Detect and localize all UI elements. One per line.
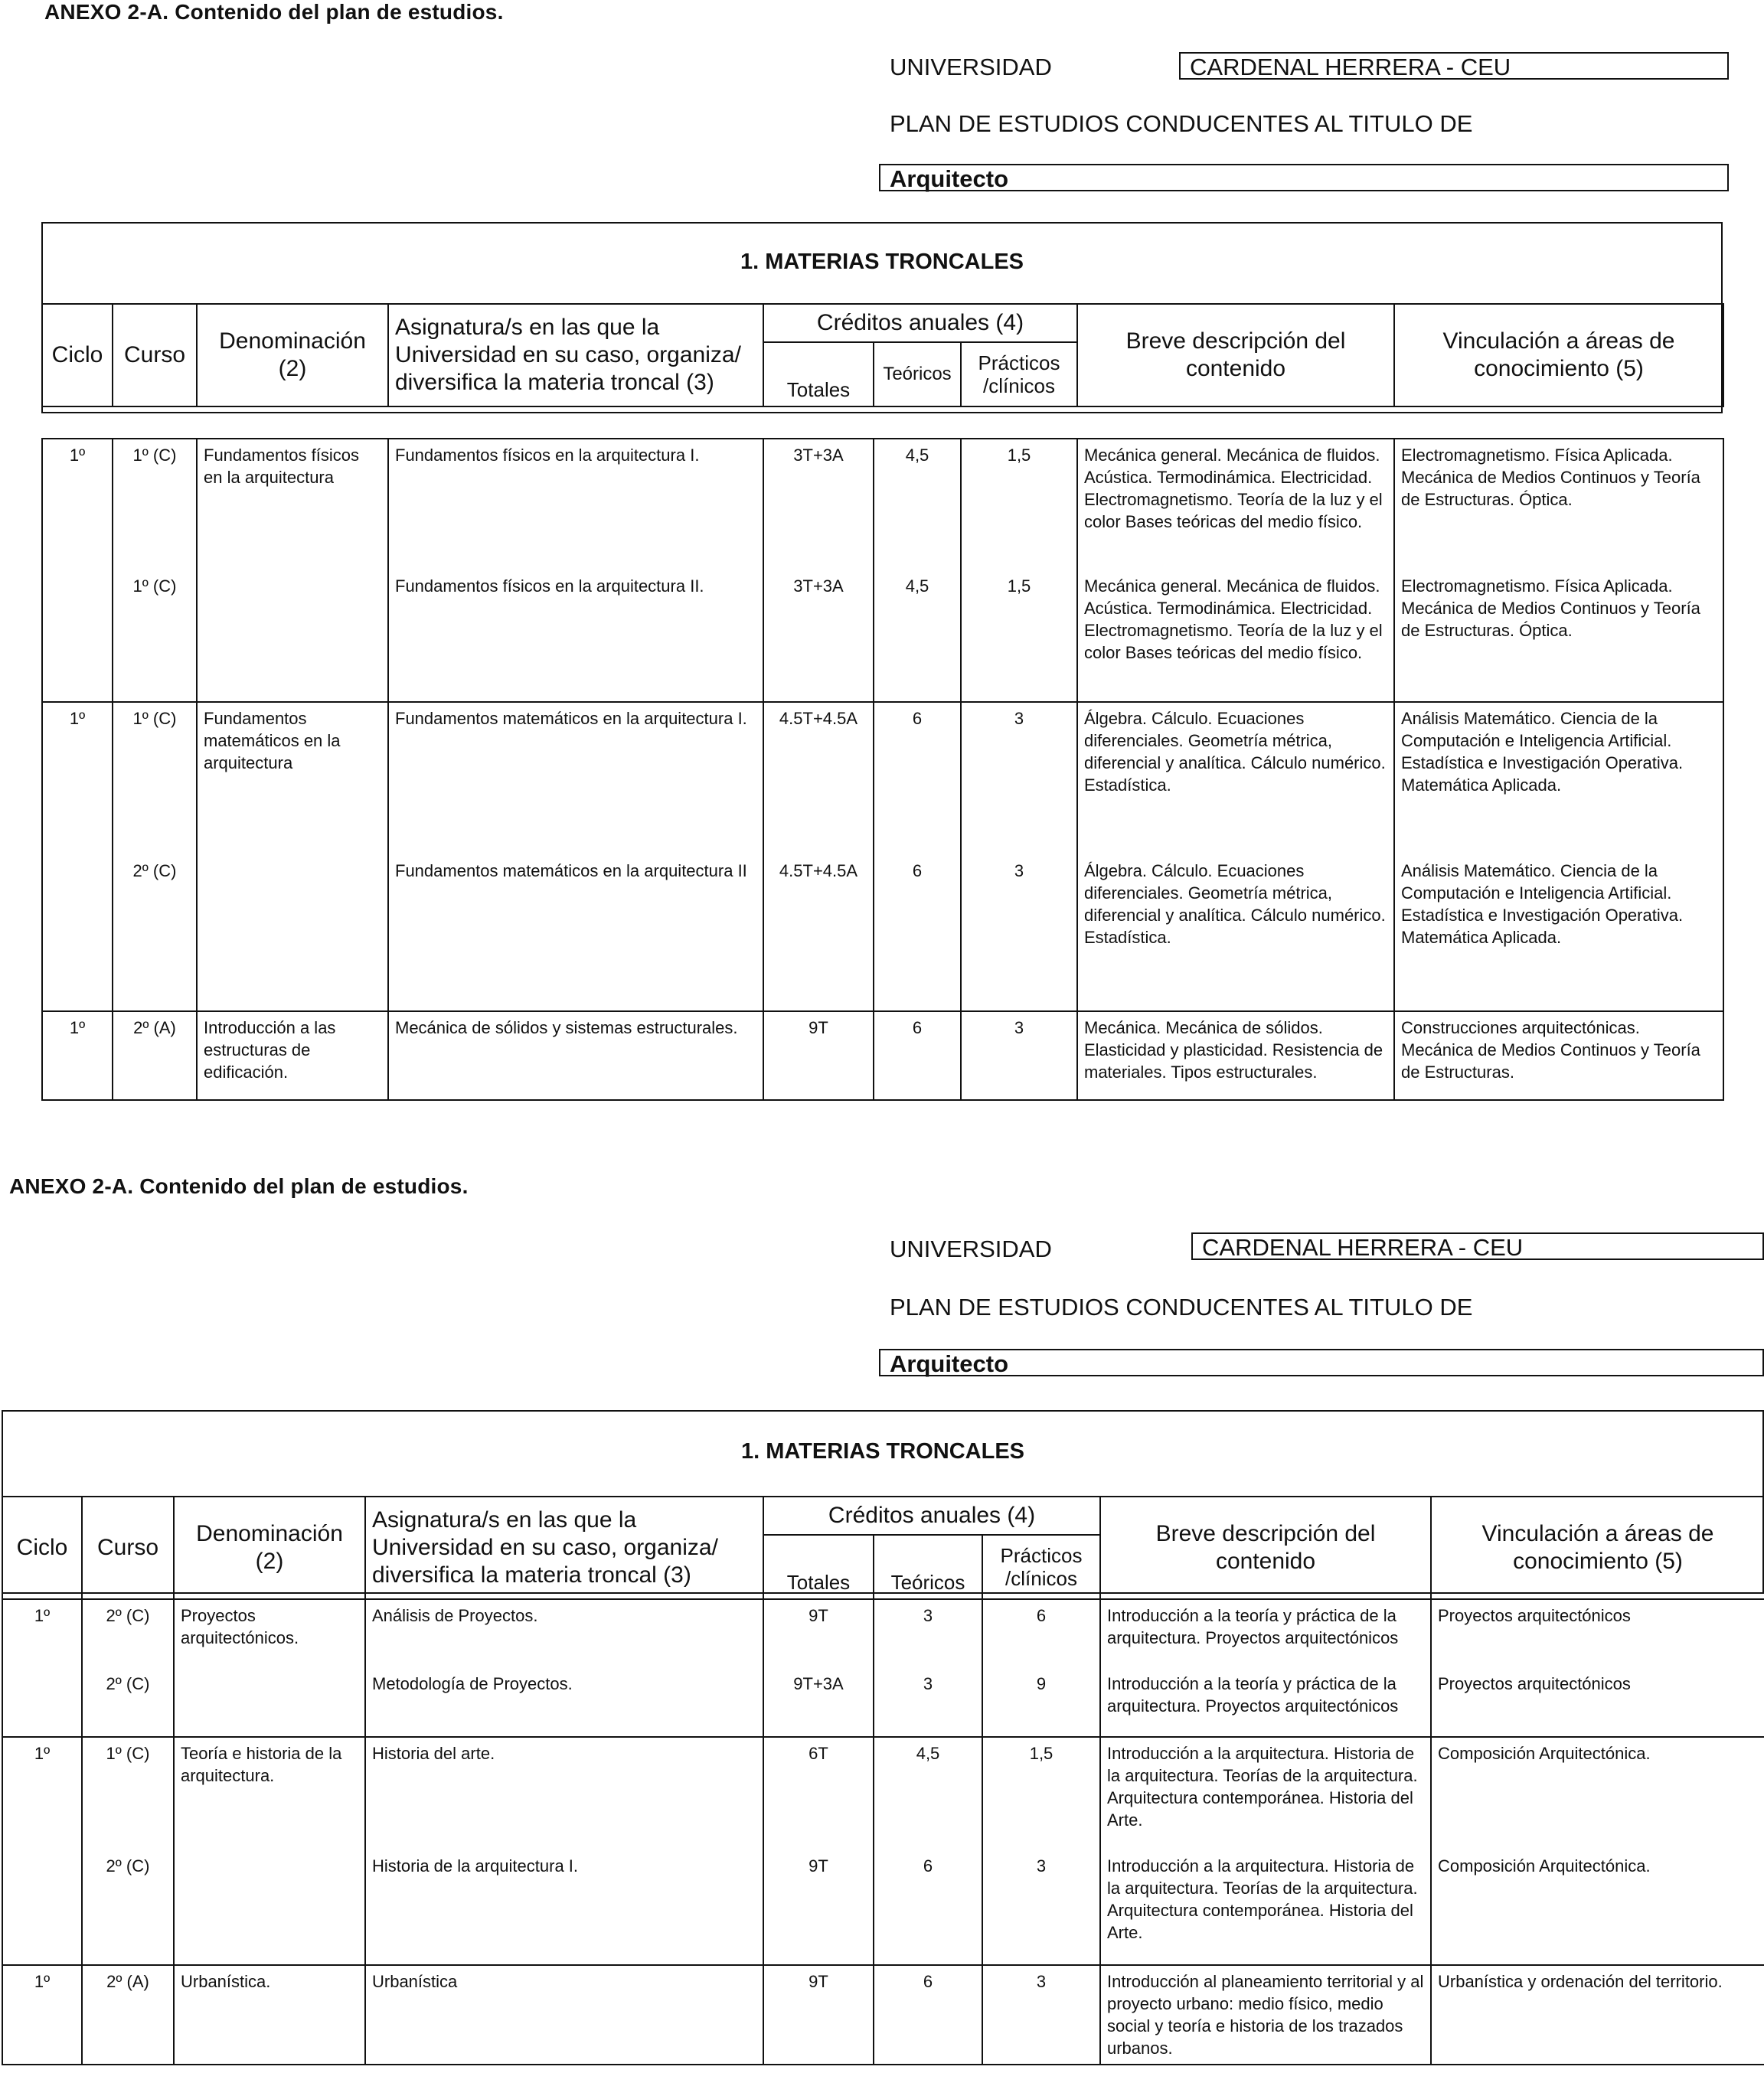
cell-totales: 9T <box>763 1011 874 1100</box>
table-row <box>2 1668 1764 1737</box>
cell-teoricos: 3 <box>874 1668 982 1737</box>
cell-asignatura: Historia del arte. <box>365 1737 763 1850</box>
col-creditos: Créditos anuales (4) <box>763 1497 1100 1535</box>
cell-totales: 3T+3A <box>763 439 874 570</box>
cell-totales: 4.5T+4.5A <box>763 702 874 855</box>
cell-practicos: 3 <box>961 855 1077 1011</box>
col-totales: Totales <box>763 1535 874 1599</box>
section-title: 1. MATERIAS TRONCALES <box>740 250 1024 274</box>
table-row <box>2 1599 1764 1668</box>
table-row <box>42 439 1723 570</box>
col-denominacion: Denominación (2) <box>174 1497 365 1599</box>
university-label: UNIVERSIDAD <box>890 54 1052 80</box>
cell-practicos: 3 <box>961 702 1077 855</box>
col-curso: Curso <box>82 1497 174 1599</box>
cell-descripcion: Introducción al planeamiento territorial y al proyecto urbano: medio físico, medio social y teoría e historia de los trazados urbanos. <box>1100 1965 1431 2065</box>
degree-value: Arquitecto <box>879 1349 1764 1376</box>
cell-curso: 2º (C) <box>82 1599 174 1668</box>
col-ciclo: Ciclo <box>42 304 113 406</box>
cell-curso: 2º (A) <box>82 1965 174 2065</box>
cell-descripcion: Álgebra. Cálculo. Ecuaciones diferenciales. Geometría métrica, diferencial y analítica. Cálculo numérico. Estadística. <box>1077 702 1394 855</box>
cell-descripcion: Mecánica. Mecánica de sólidos. Elasticidad y plasticidad. Resistencia de materiales. Tipos estructurales. <box>1077 1011 1394 1100</box>
cell-practicos: 1,5 <box>961 570 1077 702</box>
cell-practicos: 3 <box>961 1011 1077 1100</box>
cell-descripcion: Introducción a la teoría y práctica de la arquitectura. Proyectos arquitectónicos <box>1100 1599 1431 1668</box>
cell-ciclo: 1º <box>2 1965 82 2065</box>
cell-vinculacion: Análisis Matemático. Ciencia de la Computación e Inteligencia Artificial. Estadística e Investigación Operativa. Matemática Aplicada. <box>1394 855 1723 1011</box>
cell-descripcion: Álgebra. Cálculo. Ecuaciones diferenciales. Geometría métrica, diferencial y analítica. Cálculo numérico. Estadística. <box>1077 855 1394 1011</box>
cell-asignatura: Fundamentos matemáticos en la arquitectura II <box>388 855 763 1011</box>
col-descripcion: Breve descripción del contenido <box>1100 1497 1431 1599</box>
cell-totales: 4.5T+4.5A <box>763 855 874 1011</box>
cell-asignatura: Mecánica de sólidos y sistemas estructurales. <box>388 1011 763 1100</box>
cell-vinculacion: Proyectos arquitectónicos <box>1431 1599 1764 1668</box>
table-row <box>2 1850 1764 1965</box>
cell-asignatura: Fundamentos físicos en la arquitectura I. <box>388 439 763 570</box>
subjects-table-2 <box>2 1496 1764 2065</box>
cell-vinculacion: Composición Arquitectónica. <box>1431 1850 1764 1965</box>
cell-vinculacion: Electromagnetismo. Física Aplicada. Mecánica de Medios Continuos y Teoría de Estructuras. Óptica. <box>1394 570 1723 702</box>
cell-denominacion <box>197 570 388 702</box>
col-practicos: Prácticos /clínicos <box>982 1535 1100 1599</box>
cell-ciclo: 1º <box>42 702 113 855</box>
cell-vinculacion: Electromagnetismo. Física Aplicada. Mecánica de Medios Continuos y Teoría de Estructuras. Óptica. <box>1394 439 1723 570</box>
cell-asignatura: Metodología de Proyectos. <box>365 1668 763 1737</box>
cell-vinculacion: Análisis Matemático. Ciencia de la Computación e Inteligencia Artificial. Estadística e Investigación Operativa. Matemática Aplicada. <box>1394 702 1723 855</box>
cell-asignatura: Urbanística <box>365 1965 763 2065</box>
cell-descripcion: Mecánica general. Mecánica de fluidos. Acústica. Termodinámica. Electricidad. Electromagnetismo. Teoría de la luz y el color Bases teóricas del medio físico. <box>1077 570 1394 702</box>
cell-practicos: 3 <box>982 1850 1100 1965</box>
table-row <box>42 855 1723 1011</box>
cell-totales: 9T <box>763 1850 874 1965</box>
cell-ciclo: 1º <box>42 439 113 570</box>
cell-ciclo: 1º <box>2 1737 82 1850</box>
cell-curso: 2º (C) <box>113 855 197 1011</box>
cell-denominacion: Proyectos arquitectónicos. <box>174 1599 365 1668</box>
cell-ciclo <box>2 1668 82 1737</box>
cell-curso: 1º (C) <box>113 439 197 570</box>
cell-practicos: 9 <box>982 1668 1100 1737</box>
col-teoricos: Teóricos <box>874 1535 982 1599</box>
cell-asignatura: Fundamentos matemáticos en la arquitectura I. <box>388 702 763 855</box>
col-descripcion: Breve descripción del contenido <box>1077 304 1394 406</box>
col-denominacion: Denominación (2) <box>197 304 388 406</box>
cell-denominacion: Fundamentos matemáticos en la arquitectura <box>197 702 388 855</box>
cell-vinculacion: Urbanística y ordenación del territorio. <box>1431 1965 1764 2065</box>
cell-teoricos: 6 <box>874 1850 982 1965</box>
cell-denominacion: Teoría e historia de la arquitectura. <box>174 1737 365 1850</box>
degree-value: Arquitecto <box>879 164 1729 191</box>
cell-curso: 2º (C) <box>82 1850 174 1965</box>
cell-vinculacion: Composición Arquitectónica. <box>1431 1737 1764 1850</box>
plan-label: PLAN DE ESTUDIOS CONDUCENTES AL TITULO DE <box>890 110 1473 137</box>
cell-totales: 3T+3A <box>763 570 874 702</box>
col-teoricos: Teóricos <box>874 342 961 406</box>
cell-curso: 2º (C) <box>82 1668 174 1737</box>
cell-teoricos: 4,5 <box>874 570 961 702</box>
col-curso: Curso <box>113 304 197 406</box>
cell-totales: 6T <box>763 1737 874 1850</box>
col-practicos: Prácticos /clínicos <box>961 342 1077 406</box>
university-label: UNIVERSIDAD <box>890 1236 1052 1262</box>
column-header-table <box>41 303 1724 407</box>
plan-label: PLAN DE ESTUDIOS CONDUCENTES AL TITULO DE <box>890 1294 1473 1321</box>
cell-vinculacion: Proyectos arquitectónicos <box>1431 1668 1764 1737</box>
cell-descripcion: Introducción a la arquitectura. Historia de la arquitectura. Teorías de la arquitectura. Arquitectura contemporánea. Historia del Arte. <box>1100 1737 1431 1850</box>
cell-ciclo: 1º <box>42 1011 113 1100</box>
cell-curso: 1º (C) <box>113 702 197 855</box>
col-asignatura: Asignatura/s en las que la Universidad en su caso, organiza/ diversifica la materia troncal (3) <box>365 1497 763 1599</box>
table-row <box>42 570 1723 702</box>
cell-teoricos: 4,5 <box>874 439 961 570</box>
cell-curso: 2º (A) <box>113 1011 197 1100</box>
cell-practicos: 3 <box>982 1965 1100 2065</box>
cell-asignatura: Historia de la arquitectura I. <box>365 1850 763 1965</box>
table-row <box>2 1737 1764 1850</box>
col-creditos: Créditos anuales (4) <box>763 304 1077 342</box>
cell-denominacion: Urbanística. <box>174 1965 365 2065</box>
university-value: CARDENAL HERRERA - CEU <box>1191 1232 1764 1260</box>
cell-descripcion: Introducción a la teoría y práctica de la arquitectura. Proyectos arquitectónicos <box>1100 1668 1431 1737</box>
cell-denominacion <box>174 1850 365 1965</box>
cell-ciclo <box>42 855 113 1011</box>
cell-teoricos: 4,5 <box>874 1737 982 1850</box>
cell-descripcion: Mecánica general. Mecánica de fluidos. Acústica. Termodinámica. Electricidad. Electromagnetismo. Teoría de la luz y el color Bases teóricas del medio físico. <box>1077 439 1394 570</box>
cell-teoricos: 6 <box>874 1011 961 1100</box>
cell-descripcion: Introducción a la arquitectura. Historia de la arquitectura. Teorías de la arquitectura. Arquitectura contemporánea. Historia del Arte. <box>1100 1850 1431 1965</box>
cell-ciclo: 1º <box>2 1599 82 1668</box>
table-row <box>2 1965 1764 2065</box>
cell-totales: 9T <box>763 1599 874 1668</box>
university-value: CARDENAL HERRERA - CEU <box>1179 52 1729 80</box>
cell-ciclo <box>2 1850 82 1965</box>
cell-denominacion <box>174 1668 365 1737</box>
cell-totales: 9T <box>763 1965 874 2065</box>
cell-teoricos: 6 <box>874 702 961 855</box>
cell-asignatura: Análisis de Proyectos. <box>365 1599 763 1668</box>
section-title: 1. MATERIAS TRONCALES <box>740 1439 1025 1464</box>
col-vinculacion: Vinculación a áreas de conocimiento (5) <box>1431 1497 1764 1599</box>
cell-asignatura: Fundamentos físicos en la arquitectura II. <box>388 570 763 702</box>
table-row <box>42 702 1723 855</box>
table-row <box>42 1011 1723 1100</box>
cell-curso: 1º (C) <box>82 1737 174 1850</box>
cell-teoricos: 3 <box>874 1599 982 1668</box>
cell-practicos: 1,5 <box>982 1737 1100 1850</box>
cell-practicos: 1,5 <box>961 439 1077 570</box>
col-vinculacion: Vinculación a áreas de conocimiento (5) <box>1394 304 1723 406</box>
cell-denominacion: Fundamentos físicos en la arquitectura <box>197 439 388 570</box>
cell-practicos: 6 <box>982 1599 1100 1668</box>
col-totales: Totales <box>763 342 874 406</box>
subjects-table-1 <box>41 438 1724 1101</box>
cell-denominacion <box>197 855 388 1011</box>
col-ciclo: Ciclo <box>2 1497 82 1599</box>
cell-teoricos: 6 <box>874 855 961 1011</box>
cell-denominacion: Introducción a las estructuras de edificación. <box>197 1011 388 1100</box>
cell-curso: 1º (C) <box>113 570 197 702</box>
cell-ciclo <box>42 570 113 702</box>
cell-teoricos: 6 <box>874 1965 982 2065</box>
cell-totales: 9T+3A <box>763 1668 874 1737</box>
annex-title: ANEXO 2-A. Contenido del plan de estudios. <box>44 0 504 24</box>
cell-vinculacion: Construcciones arquitectónicas. Mecánica de Medios Continuos y Teoría de Estructuras. <box>1394 1011 1723 1100</box>
annex-title: ANEXO 2-A. Contenido del plan de estudios. <box>9 1174 469 1198</box>
col-asignatura: Asignatura/s en las que la Universidad en su caso, organiza/ diversifica la materia troncal (3) <box>388 304 763 406</box>
